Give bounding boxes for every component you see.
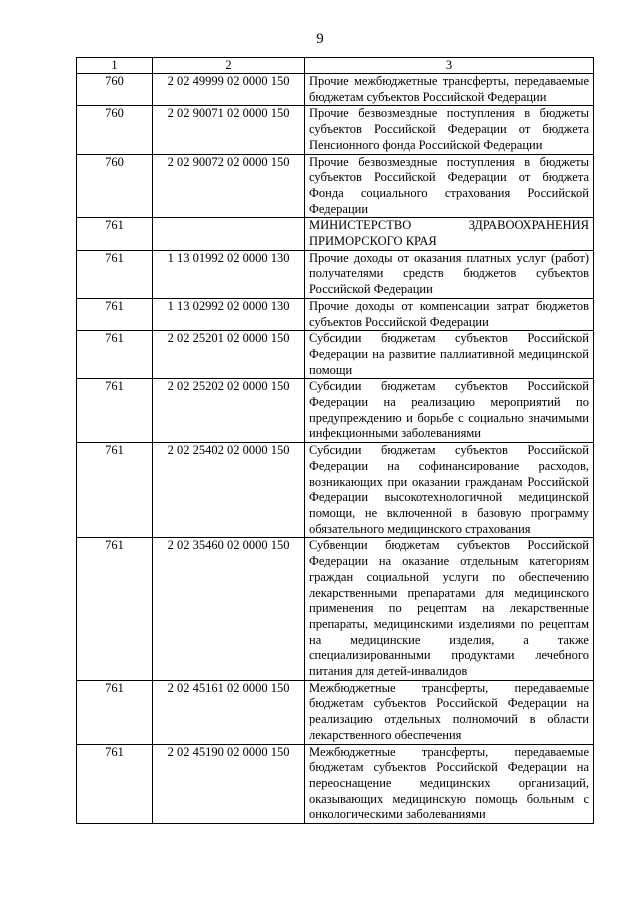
admin-code-cell: 761	[77, 680, 153, 744]
revenue-name-cell: Прочие доходы от оказания платных услуг (работ) получателями средств бюджетов субъектов Российской Федерации	[305, 250, 594, 298]
revenue-code-cell: 2 02 25402 02 0000 150	[153, 443, 305, 538]
admin-code-cell: 761	[77, 538, 153, 680]
table-row	[77, 298, 594, 330]
revenue-code-cell: 2 02 25201 02 0000 150	[153, 331, 305, 379]
column-header-code: 2	[153, 58, 305, 74]
table-row	[77, 680, 594, 744]
ministry-name-cell: МИНИСТЕРСТВО ЗДРАВООХРАНЕНИЯ ПРИМОРСКОГО КРАЯ	[305, 218, 594, 250]
revenue-code-cell: 2 02 90071 02 0000 150	[153, 106, 305, 154]
revenue-name-cell: Прочие доходы от компенсации затрат бюджетов субъектов Российской Федерации	[305, 298, 594, 330]
admin-code-cell: 761	[77, 331, 153, 379]
revenue-name-cell: Субсидии бюджетам субъектов Российской Федерации на реализацию мероприятий по предупреждению и борьбе с социально значимыми инфекционными заболеваниями	[305, 379, 594, 443]
table-row	[77, 218, 594, 250]
revenue-name-cell: Межбюджетные трансферты, передаваемые бюджетам субъектов Российской Федерации на переоснащение медицинских организаций, оказывающих медицинскую помощь больным с онкологическими заболеваниями	[305, 744, 594, 824]
revenue-code-cell: 2 02 49999 02 0000 150	[153, 74, 305, 106]
admin-code-cell: 761	[77, 298, 153, 330]
revenue-name-cell: Прочие безвозмездные поступления в бюджеты субъектов Российской Федерации от бюджета Пенсионного фонда Российской Федерации	[305, 106, 594, 154]
revenue-name-cell: Субсидии бюджетам субъектов Российской Федерации на софинансирование расходов, возникающих при оказании гражданам Российской Федерации высокотехнологичной медицинской помощи, не включенной в базовую программу обязательного медицинского страхования	[305, 443, 594, 538]
column-header-admin: 1	[77, 58, 153, 74]
revenue-code-cell: 2 02 90072 02 0000 150	[153, 154, 305, 218]
table-row	[77, 154, 594, 218]
table-row	[77, 538, 594, 680]
revenue-name-cell: Межбюджетные трансферты, передаваемые бюджетам субъектов Российской Федерации на реализацию отдельных полномочий в области лекарственного обеспечения	[305, 680, 594, 744]
admin-code-cell: 760	[77, 154, 153, 218]
table-row	[77, 331, 594, 379]
page-number: 9	[316, 31, 324, 47]
revenue-name-cell: Субвенции бюджетам субъектов Российской Федерации на оказание отдельным категориям граждан социальной услуги по обеспечению лекарственными препаратами для медицинского применения по рецептам на лекарственные препараты, медицинскими изделиями по рецептам на медицинские изделия, а также специализированными продуктами лечебного питания для детей-инвалидов	[305, 538, 594, 680]
table-row	[77, 744, 594, 824]
table-header-row	[77, 58, 594, 74]
table-row	[77, 379, 594, 443]
table-row	[77, 74, 594, 106]
table-row	[77, 106, 594, 154]
revenue-code-cell: 2 02 45161 02 0000 150	[153, 680, 305, 744]
admin-code-cell: 761	[77, 218, 153, 250]
admin-code-cell: 761	[77, 744, 153, 824]
revenue-name-cell: Прочие безвозмездные поступления в бюджеты субъектов Российской Федерации от бюджета Фонда социального страхования Российской Федерации	[305, 154, 594, 218]
revenue-code-cell: 1 13 02992 02 0000 130	[153, 298, 305, 330]
revenue-code-cell: 2 02 25202 02 0000 150	[153, 379, 305, 443]
revenue-codes-table	[76, 57, 594, 824]
revenue-name-cell: Прочие межбюджетные трансферты, передаваемые бюджетам субъектов Российской Федерации	[305, 74, 594, 106]
table-row	[77, 250, 594, 298]
revenue-code-cell: 2 02 45190 02 0000 150	[153, 744, 305, 824]
admin-code-cell: 760	[77, 106, 153, 154]
revenue-code-cell: 1 13 01992 02 0000 130	[153, 250, 305, 298]
column-header-name: 3	[305, 58, 594, 74]
admin-code-cell: 761	[77, 250, 153, 298]
admin-code-cell: 761	[77, 379, 153, 443]
revenue-name-cell: Субсидии бюджетам субъектов Российской Федерации на развитие паллиативной медицинской помощи	[305, 331, 594, 379]
admin-code-cell: 760	[77, 74, 153, 106]
admin-code-cell: 761	[77, 443, 153, 538]
table-row	[77, 443, 594, 538]
revenue-code-cell: 2 02 35460 02 0000 150	[153, 538, 305, 680]
revenue-code-cell	[153, 218, 305, 250]
